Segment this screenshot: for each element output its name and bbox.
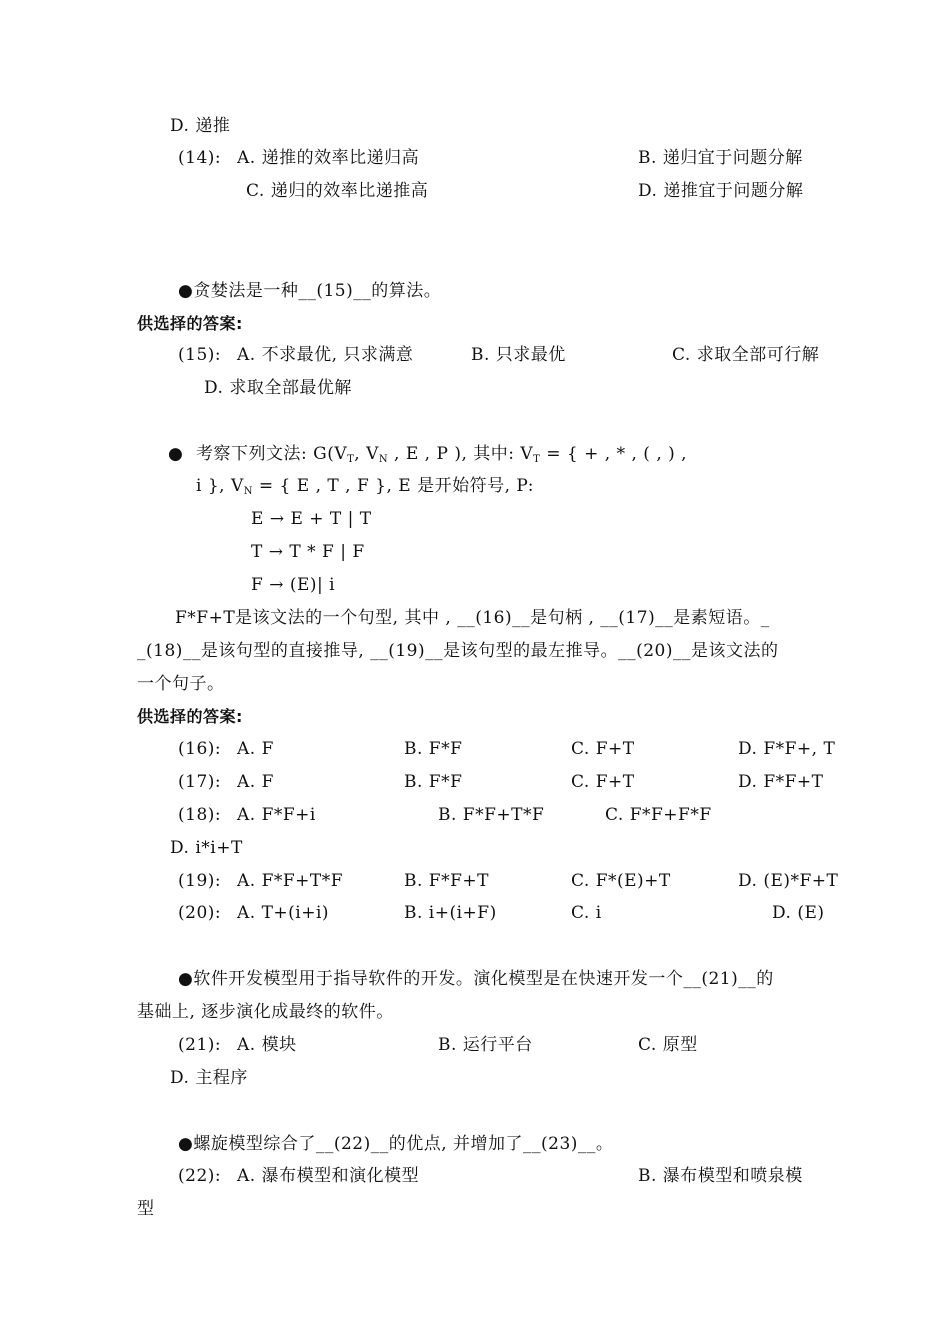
q17-number: (17): [178,772,222,792]
grammar-stem-line1: F*F+T是该文法的一个句型, 其中 , __(16)__是句柄 , __(17)__是素短语。_ [175,608,770,628]
q17-option-a: A. F [237,772,274,792]
q15-option-b: B. 只求最优 [471,345,566,365]
grammar-answers-heading: 供选择的答案: [137,707,243,726]
q22-option-b: B. 瀑布模型和喷泉模 [638,1166,803,1186]
q20-option-b: B. i+(i+F) [404,903,497,923]
production-rule-1: E → E + T | T [251,509,372,529]
grammar-bullet: ● [168,444,184,464]
q21-number: (21): [178,1035,222,1055]
q18-option-a: A. F*F+i [237,805,316,825]
production-rule-2: T → T * F | F [251,542,365,562]
q21-option-a: A. 模块 [237,1035,297,1055]
q17-option-d: D. F*F+T [738,772,824,792]
q19-option-a: A. F*F+T*F [237,871,344,891]
q14-number: (14): [178,148,222,168]
q16-option-d: D. F*F+, T [738,739,836,759]
q21-stem-line1: ●软件开发模型用于指导软件的开发。演化模型是在快速开发一个__(21)__的 [178,969,774,989]
q20-option-a: A. T+(i+i) [237,903,330,923]
q21-stem-line2: 基础上, 逐步演化成最终的软件。 [137,1002,394,1022]
grammar-stem-line3: 一个句子。 [137,674,225,694]
q22-option-b-wrap: 型 [137,1199,155,1219]
q16-number: (16): [178,739,222,759]
q15-option-c: C. 求取全部可行解 [672,345,820,365]
q18-option-c: C. F*F+F*F [605,805,712,825]
q14-option-b: B. 递归宜于问题分解 [638,148,803,168]
q19-option-d: D. (E)*F+T [738,871,839,891]
q20-option-c: C. i [571,903,602,923]
q14-option-d: D. 递推宜于问题分解 [638,181,804,201]
q18-option-d: D. i*i+T [170,838,243,858]
grammar-definition-line2: i }, $V_N$ = { E , T , F }, E 是开始符号, P: [196,476,534,497]
q15-option-d: D. 求取全部最优解 [204,378,352,398]
q18-option-b: B. F*F+T*F [438,805,545,825]
q16-option-a: A. F [237,739,274,759]
q15-answers-heading: 供选择的答案: [137,314,243,333]
q22-stem: ●螺旋模型综合了__(22)__的优点, 并增加了__(23)__。 [178,1134,614,1154]
q17-option-b: B. F*F [404,772,463,792]
q21-option-b: B. 运行平台 [438,1035,533,1055]
q22-option-a: A. 瀑布模型和演化模型 [237,1166,420,1186]
q15-option-a: A. 不求最优, 只求满意 [237,345,414,365]
q19-number: (19): [178,871,222,891]
grammar-definition-line1: 考察下列文法: $G(V_T$, $V_N$ , E , P ), 其中: $V_T$ = { + , * , ( , ) , [196,444,688,465]
grammar-stem-line2: _(18)__是该句型的直接推导, __(19)__是该句型的最左推导。__(20)__是该文法的 [137,641,779,661]
q18-number: (18): [178,805,222,825]
q19-option-c: C. F*(E)+T [571,871,671,891]
q22-number: (22): [178,1166,222,1186]
q19-option-b: B. F*F+T [404,871,489,891]
q14-option-c: C. 递归的效率比递推高 [246,181,429,201]
q15-stem: ●贪婪法是一种__(15)__的算法。 [178,281,442,301]
q20-option-d: D. (E) [772,903,825,923]
q17-option-c: C. F+T [571,772,635,792]
q13-option-d: D. 递推 [170,116,231,136]
q21-option-c: C. 原型 [638,1035,698,1055]
q16-option-c: C. F+T [571,739,635,759]
q15-number: (15): [178,345,222,365]
q16-option-b: B. F*F [404,739,463,759]
q20-number: (20): [178,903,222,923]
production-rule-3: F → (E)| i [251,575,336,595]
q21-option-d: D. 主程序 [170,1068,248,1088]
q14-option-a: A. 递推的效率比递归高 [237,148,420,168]
